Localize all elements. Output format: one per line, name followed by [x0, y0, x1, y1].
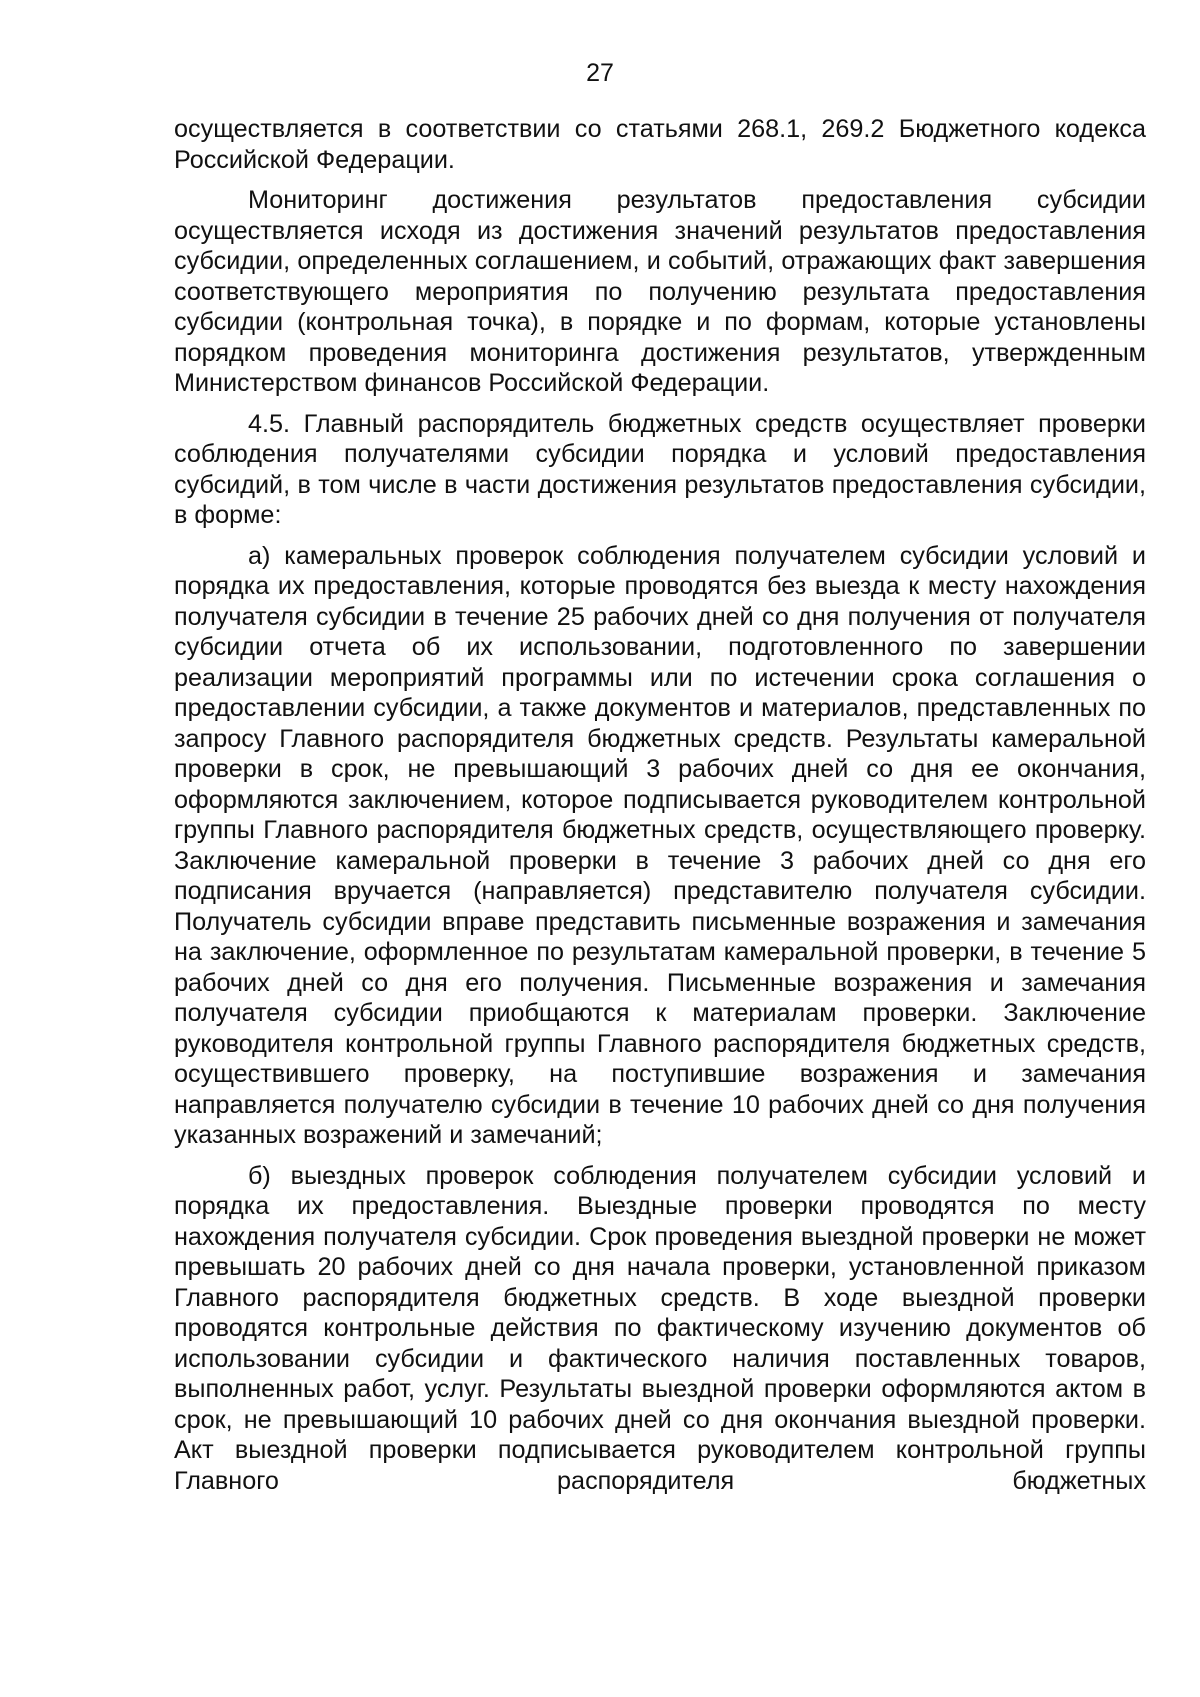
paragraph-monitoring: Мониторинг достижения результатов предоставления субсидии осуществляется исходя из достижения значений результатов предоставления субсидии, определенных соглашением, и событий, отражающих факт завершения соответствующего мероприятия по получению результата предоставления субсидии (контрольная точка), в порядке и по формам, которые установлены порядком проведения мониторинга достижения результатов, утвержденным Министерством финансов Российской Федерации.: [174, 186, 1146, 397]
paragraph-4-5: 4.5. Главный распорядитель бюджетных средств осуществляет проверки соблюдения получателями субсидии порядка и условий предоставления субсидий, в том числе в части достижения результатов предоставления субсидии, в форме:: [174, 409, 1146, 529]
paragraph-item-b: б) выездных проверок соблюдения получателем субсидии условий и порядка их предоставления. Выездные проверки проводятся по месту нахождения получателя субсидии. Срок проведения выездной проверки не может превышать 20 рабочих дней со дня начала проверки, установленной приказом Главного распорядителя бюджетных средств. В ходе выездной проверки проводятся контрольные действия по фактическому изучению документов об использовании субсидии и фактического наличия поставленных товаров, выполненных работ, услуг. Результаты выездной проверки оформляются актом в срок, не превышающий 10 рабочих дней со дня окончания выездной проверки. Акт выездной проверки подписывается руководителем контрольной группы Главного распорядителя бюджетных: [174, 1161, 1146, 1495]
document-body: [174, 114, 1146, 1496]
paragraph-continuation: осуществляется в соответствии со статьями 268.1, 269.2 Бюджетного кодекса Российской Федерации.: [174, 115, 1146, 174]
page-number: 27: [586, 59, 614, 87]
paragraph-item-a: а) камеральных проверок соблюдения получателем субсидии условий и порядка их предоставления, которые проводятся без выезда к месту нахождения получателя субсидии в течение 25 рабочих дней со дня получения от получателя субсидии отчета об их использовании, подготовленного по завершении реализации мероприятий программы или по истечении срока соглашения о предоставлении субсидии, а также документов и материалов, представленных по запросу Главного распорядителя бюджетных средств. Результаты камеральной проверки в срок, не превышающий 3 рабочих дней со дня ее окончания, оформляются заключением, которое подписывается руководителем контрольной группы Главного распорядителя бюджетных средств, осуществляющего проверку. Заключение камеральной проверки в течение 3 рабочих дней со дня его подписания вручается (направляется) представителю получателя субсидии. Получатель субсидии вправе представить письменные возражения и замечания на заключение, оформленное по результатам камеральной проверки, в течение 5 рабочих дней со дня его получения. Письменные возражения и замечания получателя субсидии приобщаются к материалам проверки. Заключение руководителя контрольной группы Главного распорядителя бюджетных средств, осуществившего проверку, на поступившие возражения и замечания направляется получателю субсидии в течение 10 рабочих дней со дня получения указанных возражений и замечаний;: [174, 541, 1146, 1149]
